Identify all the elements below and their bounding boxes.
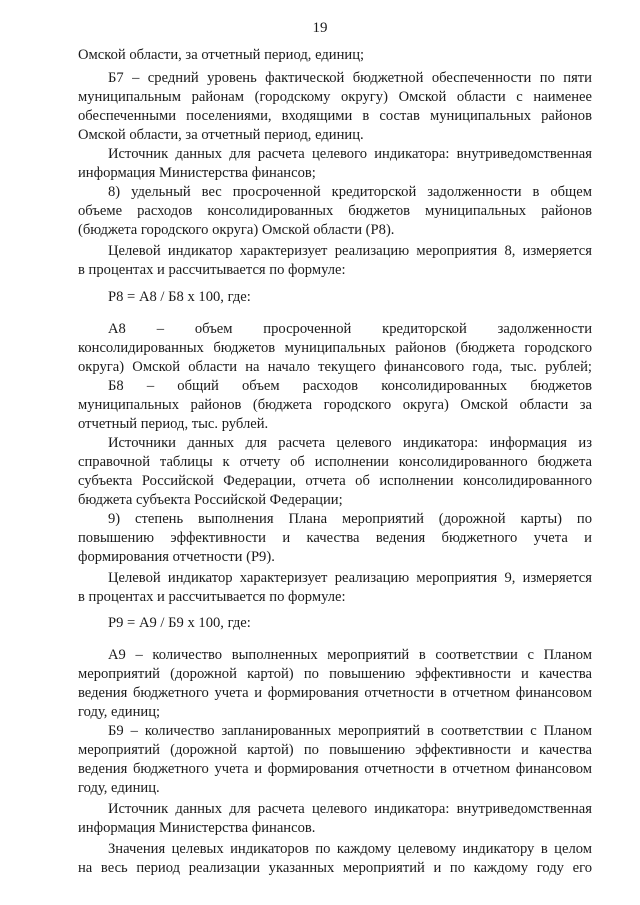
- text-line: в процентах и рассчитывается по формуле:: [78, 589, 346, 605]
- text-line: муниципальных районов (бюджета городского округа) Омской области за: [78, 397, 592, 413]
- text-line: Омской области, за отчетный период, единиц;: [78, 47, 365, 63]
- text-line: Источники данных для расчета целевого индикатора: информация из: [108, 435, 592, 451]
- text-line: 8) удельный вес просроченной кредиторской задолженности в общем: [108, 184, 592, 200]
- formula-p8: Р8 = А8 / Б8 х 100, где:: [108, 289, 251, 305]
- page-number: 19: [312, 20, 328, 36]
- text-line: году, единиц;: [78, 704, 161, 720]
- text-line: мероприятий (дорожной картой) по повышению эффективности и качества: [78, 666, 592, 682]
- text-line: формирования отчетности (Р9).: [78, 549, 275, 565]
- text-line: Целевой индикатор характеризует реализацию мероприятия 9, измеряется: [108, 570, 592, 586]
- text-line: муниципальным районам (городскому округу) Омской области с наименее: [78, 89, 592, 105]
- text-line: отчетный период, тыс. рублей.: [78, 416, 269, 432]
- text-line: в процентах и рассчитывается по формуле:: [78, 262, 346, 278]
- text-line: бюджета субъекта Российской Федерации;: [78, 492, 343, 508]
- text-line: Б9 – количество запланированных мероприятий в соответствии с Планом: [108, 723, 592, 739]
- text-line: 9) степень выполнения Плана мероприятий (дорожной карты) по: [108, 511, 592, 527]
- text-line: Источник данных для расчета целевого индикатора: внутриведомственная: [108, 146, 592, 162]
- text-line: А8 – объем просроченной кредиторской задолженности: [108, 321, 592, 337]
- text-line: повышению эффективности и качества ведения бюджетного учета и: [78, 530, 592, 546]
- text-line: консолидированных бюджетов муниципальных районов (бюджета городского: [78, 340, 592, 356]
- text-line: мероприятий (дорожной картой) по повышению эффективности и качества: [78, 742, 592, 758]
- text-line: ведения бюджетного учета и формирования отчетности в отчетном финансовом: [78, 761, 592, 777]
- formula-p9: Р9 = А9 / Б9 х 100, где:: [108, 615, 251, 631]
- text-line: округа) Омской области на начало текущего финансового года, тыс. рублей;: [78, 359, 592, 375]
- text-line: Значения целевых индикаторов по каждому целевому индикатору в целом: [108, 841, 592, 857]
- text-line: информация Министерства финансов;: [78, 165, 316, 181]
- text-line: информация Министерства финансов.: [78, 820, 316, 836]
- text-line: Б8 – общий объем расходов консолидированных бюджетов: [108, 378, 592, 394]
- text-line: объеме расходов консолидированных бюджетов муниципальных районов: [78, 203, 592, 219]
- text-line: Целевой индикатор характеризует реализацию мероприятия 8, измеряется: [108, 243, 592, 259]
- text-line: обеспеченными поселениями, входящими в состав муниципальных районов: [78, 108, 592, 124]
- text-line: Б7 – средний уровень фактической бюджетной обеспеченности по пяти: [108, 70, 592, 86]
- text-line: ведения бюджетного учета и формирования отчетности в отчетном финансовом: [78, 685, 592, 701]
- text-line: Источник данных для расчета целевого индикатора: внутриведомственная: [108, 801, 592, 817]
- text-line: (бюджета городского округа) Омской области (Р8).: [78, 222, 395, 238]
- text-line: субъекта Российской Федерации, отчета об исполнении консолидированного: [78, 473, 592, 489]
- text-line: на весь период реализации указанных мероприятий и по каждому году его: [78, 860, 592, 876]
- text-line: Омской области, за отчетный период, единиц.: [78, 127, 364, 143]
- text-line: году, единиц.: [78, 780, 160, 796]
- text-line: А9 – количество выполненных мероприятий в соответствии с Планом: [108, 647, 592, 663]
- text-line: справочной таблицы к отчету об исполнении консолидированного бюджета: [78, 454, 592, 470]
